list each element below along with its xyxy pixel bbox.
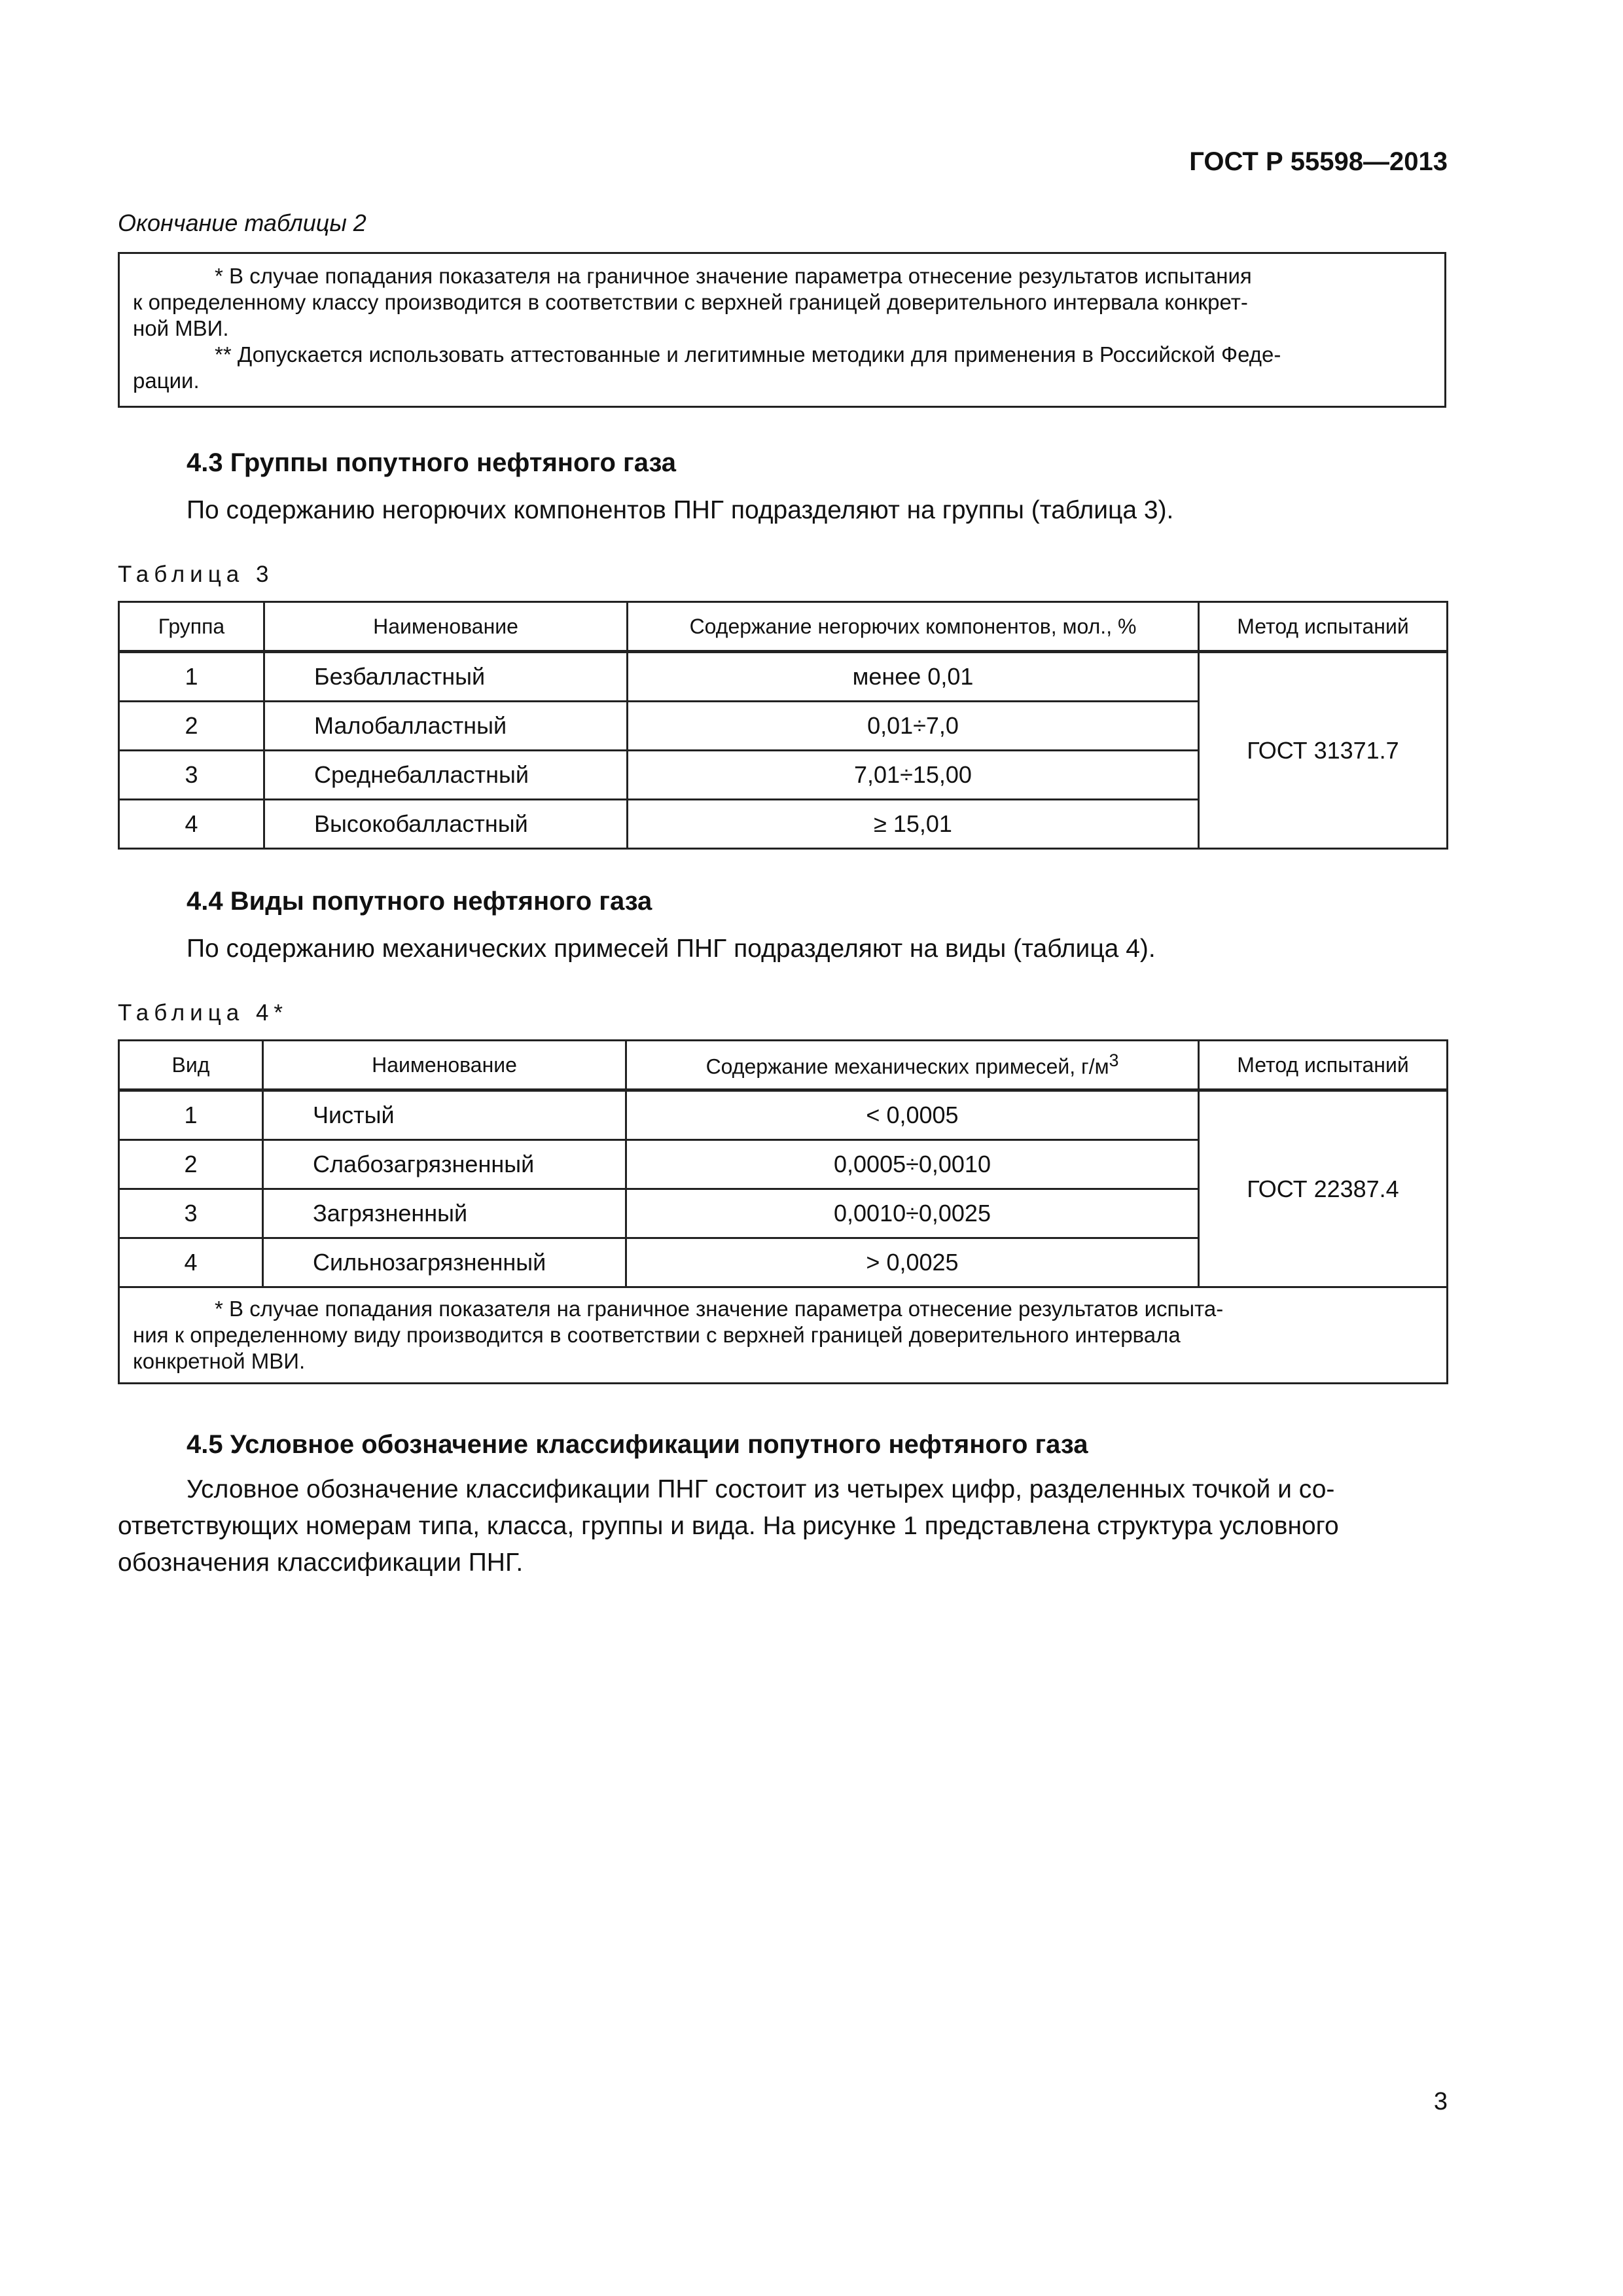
table-4-cell-num: 2 xyxy=(119,1140,263,1189)
table-3-cell-value: менее 0,01 xyxy=(628,652,1199,702)
table-3-cell-value: 7,01÷15,00 xyxy=(628,751,1199,800)
table2-note-2-line-1: ** Допускается использовать аттестованные и легитимные методики для применения в Российской Феде- xyxy=(215,342,1281,367)
table-3-header-name: Наименование xyxy=(264,602,628,652)
table-4-cell-num: 4 xyxy=(119,1238,263,1287)
table-4-footnote-line-3: конкретной МВИ. xyxy=(133,1349,306,1373)
table-3-cell-method: ГОСТ 31371.7 xyxy=(1199,652,1448,849)
gost-code: ГОСТ Р 55598—2013 xyxy=(1189,147,1448,176)
table-continuation-label: Окончание таблицы 2 xyxy=(118,209,366,236)
table-4-footnote xyxy=(119,1287,1448,1384)
table-3-cell-name: Среднебалластный xyxy=(264,751,628,800)
table-3-cell-num: 2 xyxy=(119,702,264,751)
table2-note-2-line-2: рации. xyxy=(133,368,200,393)
table-4-cell-num: 1 xyxy=(119,1090,263,1140)
section-4-3-title: 4.3 Группы попутного нефтяного газа xyxy=(187,448,677,477)
table-4-cell-value: < 0,0005 xyxy=(626,1090,1199,1140)
table2-notes-box xyxy=(118,252,1446,408)
section-4-5-text-line-2: ответствующих номерам типа, класса, группы и вида. На рисунке 1 представлена структура условного xyxy=(118,1512,1339,1540)
table-4-header-superscript: 3 xyxy=(1109,1050,1119,1071)
table-4-header-row xyxy=(119,1041,1448,1090)
table-3-cell-num: 3 xyxy=(119,751,264,800)
table-4-cell-value: 0,0010÷0,0025 xyxy=(626,1189,1199,1238)
table-4-header-kind: Вид xyxy=(119,1041,263,1090)
table-4-cell-num: 3 xyxy=(119,1189,263,1238)
section-4-3-text: По содержанию негорючих компонентов ПНГ подразделяют на группы (таблица 3). xyxy=(187,496,1174,524)
table-4-header-content-text: Содержание механических примесей, г/м xyxy=(705,1054,1109,1079)
table-3-label: Таблица 3 xyxy=(118,562,274,587)
page-number: 3 xyxy=(1433,2088,1448,2115)
table-4-footnote-line-2: ния к определенному виду производится в соответствии с верхней границей доверительного интервала xyxy=(133,1323,1181,1347)
section-4-5-title: 4.5 Условное обозначение классификации попутного нефтяного газа xyxy=(187,1430,1088,1459)
table-3-header-row xyxy=(119,602,1448,652)
table-4 xyxy=(118,1039,1448,1384)
table-3-header-group: Группа xyxy=(119,602,264,652)
section-4-5-text xyxy=(118,1471,1446,1581)
table-4-footnote-row xyxy=(119,1287,1448,1384)
table2-note-1-line-3: ной МВИ. xyxy=(133,316,229,340)
table-4-header-name: Наименование xyxy=(263,1041,626,1090)
table-3-header-content: Содержание негорючих компонентов, мол., % xyxy=(628,602,1199,652)
table-4-cell-method: ГОСТ 22387.4 xyxy=(1199,1090,1448,1287)
table-4-cell-name: Сильнозагрязненный xyxy=(263,1238,626,1287)
table2-note-1-line-2: к определенному классу производится в соответствии с верхней границей доверительного интервала конкрет- xyxy=(133,290,1248,314)
table-4-footnote-text-1: * В случае попадания показателя на граничное значение параметра отнесение результатов испыта- xyxy=(215,1297,1224,1321)
table-4-label: Таблица 4* xyxy=(118,1000,289,1026)
table-4-footnote-line-1 xyxy=(133,1296,1433,1322)
table2-note-1-line-1: * В случае попадания показателя на граничное значение параметра отнесение результатов испытания xyxy=(215,264,1252,288)
table-4-cell-name: Загрязненный xyxy=(263,1189,626,1238)
table-4-cell-value: 0,0005÷0,0010 xyxy=(626,1140,1199,1189)
table-4-cell-value: > 0,0025 xyxy=(626,1238,1199,1287)
table-4-header-content xyxy=(626,1041,1199,1090)
table-3-cell-num: 1 xyxy=(119,652,264,702)
section-4-5-text-line-3: обозначения классификации ПНГ. xyxy=(118,1549,524,1577)
table-3-cell-name: Высокобалластный xyxy=(264,800,628,849)
table-3-cell-name: Малобалластный xyxy=(264,702,628,751)
table-3-header-method: Метод испытаний xyxy=(1199,602,1448,652)
section-4-5-text-line-1: Условное обозначение классификации ПНГ состоит из четырех цифр, разделенных точкой и со- xyxy=(187,1475,1335,1503)
table-4-cell-name: Чистый xyxy=(263,1090,626,1140)
section-4-4-title: 4.4 Виды попутного нефтяного газа xyxy=(187,887,652,916)
table-row xyxy=(119,1090,1448,1140)
table-3 xyxy=(118,601,1448,850)
table-row xyxy=(119,652,1448,702)
table-4-header-method: Метод испытаний xyxy=(1199,1041,1448,1090)
table-4-cell-name: Слабозагрязненный xyxy=(263,1140,626,1189)
section-4-4-text: По содержанию механических примесей ПНГ подразделяют на виды (таблица 4). xyxy=(187,935,1156,963)
table-3-cell-value: 0,01÷7,0 xyxy=(628,702,1199,751)
table-3-cell-name: Безбалластный xyxy=(264,652,628,702)
table-3-cell-num: 4 xyxy=(119,800,264,849)
table-3-cell-value: ≥ 15,01 xyxy=(628,800,1199,849)
